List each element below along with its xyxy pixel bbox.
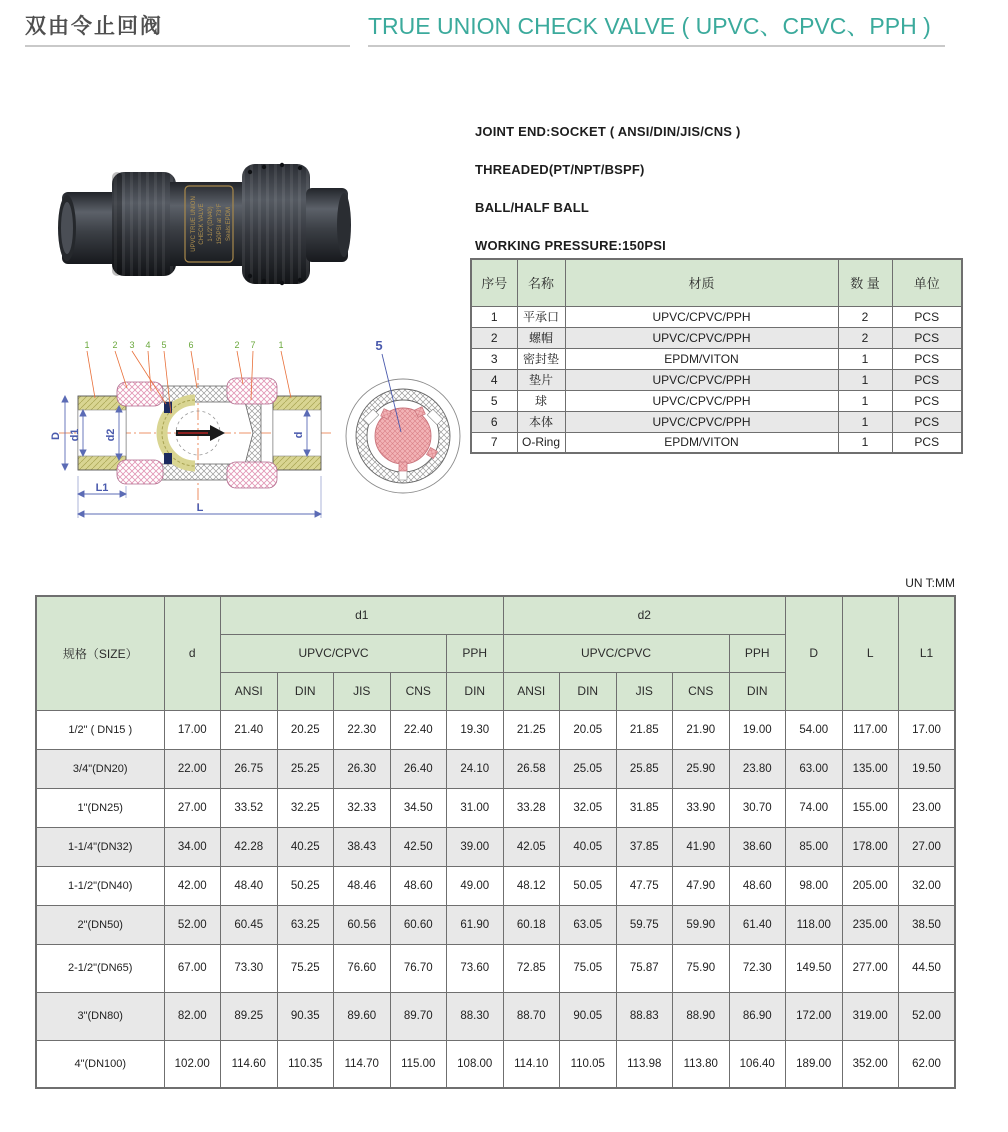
parts-table-row [471,327,962,348]
dimension-cell: 22.00 [164,749,221,788]
dim-table-row [36,866,955,905]
dimension-cell: 22.40 [390,710,447,749]
end-view-callout-number: 5 [375,338,383,353]
valve-photo-left-union-nut [112,172,176,276]
parts-table-row [471,306,962,327]
dimension-cell: 172.00 [786,992,843,1040]
dimension-cell: 48.60 [729,866,786,905]
dimension-cell: 73.30 [221,944,278,992]
parts-table-cell: 2 [838,327,892,348]
dim-table-row [36,992,955,1040]
dimension-cell: 21.90 [673,710,730,749]
dimension-cell: 75.90 [673,944,730,992]
dimension-cell: 63.25 [277,905,334,944]
size-cell: 3"(DN80) [36,992,164,1040]
valve-photo-left-socket [58,192,120,264]
dimension-cell: 113.98 [616,1040,673,1088]
dimension-cell: 25.05 [560,749,617,788]
dimension-cell: 86.90 [729,992,786,1040]
parts-table-row [471,432,962,453]
valve-photo-body [170,182,248,266]
svg-text:d2: d2 [105,428,117,442]
spec-joint-end: JOINT END:SOCKET ( ANSI/DIN/JIS/CNS ) [475,124,741,139]
dimension-cell: 42.00 [164,866,221,905]
dimension-cell: 178.00 [842,827,899,866]
dimension-cell: 89.25 [221,992,278,1040]
dimension-cell: 25.85 [616,749,673,788]
dimension-cell: 114.70 [334,1040,391,1088]
flow-arrow [176,425,225,441]
svg-text:Seals:EPDM: Seals:EPDM [226,206,232,242]
dimension-cell: 23.00 [899,788,956,827]
col-header-cns: CNS [673,672,730,710]
svg-text:2: 2 [234,340,240,350]
parts-table-cell: PCS [892,369,962,390]
dimension-cell: 113.80 [673,1040,730,1088]
right-nut-bottom [227,462,277,488]
svg-text:1-1/2"(DN40): 1-1/2"(DN40) [208,206,214,242]
left-nut-top [117,382,163,406]
dimension-cell: 26.75 [221,749,278,788]
size-cell: 4"(DN100) [36,1040,164,1088]
dimension-cell: 42.28 [221,827,278,866]
dimension-cell: 32.33 [334,788,391,827]
parts-table-row [471,411,962,432]
dim-table-row [36,788,955,827]
svg-text:d1: d1 [69,428,81,442]
dimension-cell: 32.00 [899,866,956,905]
parts-col-header: 数 量 [838,259,892,306]
parts-table-row [471,369,962,390]
dimension-cell: 89.60 [334,992,391,1040]
parts-table-cell: EPDM/VITON [565,348,838,369]
spec-list [475,124,741,276]
dimension-cell: 63.00 [786,749,843,788]
col-header-cns: CNS [390,672,447,710]
svg-text:2: 2 [112,340,118,350]
technical-drawing [45,336,480,528]
dimension-cell: 40.05 [560,827,617,866]
dimension-cell: 47.90 [673,866,730,905]
dimension-cell: 34.50 [390,788,447,827]
dimension-cell: 19.50 [899,749,956,788]
dimension-cell: 90.35 [277,992,334,1040]
col-header-din: DIN [560,672,617,710]
dimension-cell: 75.05 [560,944,617,992]
dimension-cell: 54.00 [786,710,843,749]
dimension-cell: 26.40 [390,749,447,788]
parts-table-cell: 1 [838,411,892,432]
dimension-cell: 34.00 [164,827,221,866]
dim-table-row [36,944,955,992]
dimension-cell: 49.00 [447,866,504,905]
dimension-cell: 88.90 [673,992,730,1040]
dimension-cell: 60.18 [503,905,560,944]
svg-text:1: 1 [278,340,284,350]
dimension-cell: 205.00 [842,866,899,905]
parts-table-cell: UPVC/CPVC/PPH [565,306,838,327]
col-header-upvc-cpvc: UPVC/CPVC [221,634,447,672]
svg-text:UPVC TRUE UNION: UPVC TRUE UNION [191,196,197,252]
dimension-cell: 61.90 [447,905,504,944]
col-header-pph: PPH [729,634,786,672]
parts-table-cell: PCS [892,348,962,369]
dimension-cell: 17.00 [899,710,956,749]
col-header-L1: L1 [899,596,956,710]
size-cell: 1-1/2"(DN40) [36,866,164,905]
dimension-cell: 21.40 [221,710,278,749]
parts-table-cell: 密封垫 [517,348,565,369]
dimension-cell: 48.40 [221,866,278,905]
valve-photo-right-socket [306,188,351,262]
size-cell: 2"(DN50) [36,905,164,944]
parts-table-cell: EPDM/VITON [565,432,838,453]
dimension-cell: 85.00 [786,827,843,866]
dim-header-row-1 [36,596,955,634]
left-nut-bottom [117,460,163,484]
parts-table-cell: UPVC/CPVC/PPH [565,390,838,411]
dimension-cell: 73.60 [447,944,504,992]
dimension-table [35,595,956,1089]
dimension-cell: 21.25 [503,710,560,749]
title-underline-right [368,45,945,47]
parts-table-row [471,390,962,411]
dimension-cell: 20.05 [560,710,617,749]
dimension-cell: 42.05 [503,827,560,866]
col-header-L: L [842,596,899,710]
dimension-cell: 72.30 [729,944,786,992]
parts-table-cell: 1 [838,348,892,369]
dimension-cell: 21.85 [616,710,673,749]
col-header-d2: d2 [503,596,786,634]
dimension-cell: 114.10 [503,1040,560,1088]
dimension-cell: 31.00 [447,788,504,827]
dimension-cell: 25.25 [277,749,334,788]
col-header-upvc-cpvc: UPVC/CPVC [503,634,729,672]
dimension-cell: 32.25 [277,788,334,827]
parts-table-cell: UPVC/CPVC/PPH [565,327,838,348]
parts-table-cell: 垫片 [517,369,565,390]
dimension-cell: 72.85 [503,944,560,992]
callout-numbers [84,340,283,350]
dimension-cell: 39.00 [447,827,504,866]
dimension-cell: 17.00 [164,710,221,749]
parts-table-cell: 1 [838,369,892,390]
dim-table-row [36,827,955,866]
parts-col-header: 单位 [892,259,962,306]
dimension-cell: 32.05 [560,788,617,827]
col-header-ansi: ANSI [221,672,278,710]
end-view [346,338,460,493]
dimension-cell: 33.28 [503,788,560,827]
parts-table-cell: PCS [892,411,962,432]
svg-text:d: d [293,431,305,439]
dimension-cell: 23.80 [729,749,786,788]
dimension-cell: 89.70 [390,992,447,1040]
dimension-cell: 40.25 [277,827,334,866]
dimension-cell: 115.00 [390,1040,447,1088]
parts-table-cell: 2 [838,306,892,327]
parts-table-cell: 3 [471,348,517,369]
dimension-cell: 82.00 [164,992,221,1040]
unit-note: UN T:MM [905,576,955,590]
col-header-din: DIN [729,672,786,710]
dimension-cell: 352.00 [842,1040,899,1088]
dimension-cell: 24.10 [447,749,504,788]
svg-text:3: 3 [129,340,135,350]
dimension-cell: 88.30 [447,992,504,1040]
dimension-cell: 20.25 [277,710,334,749]
parts-table-cell: 1 [838,390,892,411]
dimension-cell: 50.05 [560,866,617,905]
dimension-cell: 60.45 [221,905,278,944]
valve-photo-right-union-nut [242,163,310,285]
parts-table [470,258,963,454]
dimension-cell: 48.12 [503,866,560,905]
dimension-cell: 108.00 [447,1040,504,1088]
parts-col-header: 名称 [517,259,565,306]
dimension-cell: 25.90 [673,749,730,788]
dimension-cell: 102.00 [164,1040,221,1088]
size-cell: 1"(DN25) [36,788,164,827]
dim-table-row [36,710,955,749]
parts-table-cell: 平承口 [517,306,565,327]
parts-table-cell: 7 [471,432,517,453]
parts-table-cell: PCS [892,432,962,453]
col-header-din: DIN [447,672,504,710]
dimension-cell: 50.25 [277,866,334,905]
svg-text:150PSI at 73°F: 150PSI at 73°F [217,203,223,245]
parts-table-cell: O-Ring [517,432,565,453]
dimension-cell: 110.05 [560,1040,617,1088]
dimension-cell: 189.00 [786,1040,843,1088]
dimension-cell: 98.00 [786,866,843,905]
dimension-cell: 76.60 [334,944,391,992]
valve-product-photo [50,112,360,337]
col-header-jis: JIS [616,672,673,710]
dimension-cell: 41.90 [673,827,730,866]
page-title-english: TRUE UNION CHECK VALVE ( UPVC、CPVC、PPH ) [368,13,931,39]
parts-table-cell: 球 [517,390,565,411]
svg-text:D: D [50,432,62,440]
size-cell: 2-1/2"(DN65) [36,944,164,992]
col-header-d: d [164,596,221,710]
dimension-cell: 117.00 [842,710,899,749]
dimension-cell: 22.30 [334,710,391,749]
dimension-cell: 26.30 [334,749,391,788]
svg-text:CHECK VALVE: CHECK VALVE [199,203,205,245]
dimension-cell: 277.00 [842,944,899,992]
dimension-cell: 19.30 [447,710,504,749]
dimension-cell: 149.50 [786,944,843,992]
col-header-ansi: ANSI [503,672,560,710]
dimension-cell: 31.85 [616,788,673,827]
seal-bottom [164,453,172,464]
dimension-cell: 319.00 [842,992,899,1040]
svg-text:L1: L1 [95,482,109,494]
dimension-cell: 76.70 [390,944,447,992]
parts-table-cell: UPVC/CPVC/PPH [565,411,838,432]
parts-table-cell: UPVC/CPVC/PPH [565,369,838,390]
dimension-cell: 114.60 [221,1040,278,1088]
dimension-cell: 155.00 [842,788,899,827]
parts-table-cell: 6 [471,411,517,432]
page-title-chinese: 双由令止回阀 [25,15,163,38]
col-header-pph: PPH [447,634,504,672]
size-cell: 1-1/4"(DN32) [36,827,164,866]
dimension-cell: 118.00 [786,905,843,944]
dimension-cell: 44.50 [899,944,956,992]
dimension-cell: 27.00 [899,827,956,866]
dimension-cell: 110.35 [277,1040,334,1088]
dimension-cell: 106.40 [729,1040,786,1088]
col-header-size: 规格（SIZE） [36,596,164,710]
parts-table-cell: 螺帽 [517,327,565,348]
dimension-cell: 59.75 [616,905,673,944]
svg-text:6: 6 [188,340,194,350]
dimension-cell: 33.52 [221,788,278,827]
dimension-cell: 30.70 [729,788,786,827]
svg-text:4: 4 [145,340,151,350]
col-header-d1: d1 [221,596,504,634]
parts-col-header: 材质 [565,259,838,306]
dimension-cell: 60.56 [334,905,391,944]
dimension-cell: 74.00 [786,788,843,827]
dimension-cell: 38.43 [334,827,391,866]
parts-table-cell: PCS [892,390,962,411]
svg-text:1: 1 [84,340,90,350]
dimension-cell: 26.58 [503,749,560,788]
dimension-cell: 47.75 [616,866,673,905]
dim-table-row [36,905,955,944]
dimension-cell: 48.46 [334,866,391,905]
dim-table-row [36,749,955,788]
dimension-cell: 27.00 [164,788,221,827]
dimension-cell: 67.00 [164,944,221,992]
parts-table-cell: 1 [471,306,517,327]
dim-table-row [36,1040,955,1088]
dimension-cell: 235.00 [842,905,899,944]
dimension-cell: 19.00 [729,710,786,749]
dimension-cell: 42.50 [390,827,447,866]
dimension-cell: 48.60 [390,866,447,905]
svg-text:7: 7 [250,340,256,350]
parts-table-cell: 2 [471,327,517,348]
dimension-cell: 38.50 [899,905,956,944]
dimension-cell: 59.90 [673,905,730,944]
parts-col-header: 序号 [471,259,517,306]
parts-table-row [471,348,962,369]
col-header-D: D [786,596,843,710]
parts-table-cell: PCS [892,327,962,348]
dimension-cell: 52.00 [899,992,956,1040]
col-header-din: DIN [277,672,334,710]
svg-text:5: 5 [161,340,167,350]
size-cell: 1/2" ( DN15 ) [36,710,164,749]
cross-section-view [50,340,333,518]
dimension-cell: 33.90 [673,788,730,827]
parts-table-cell: 1 [838,432,892,453]
dimension-cell: 63.05 [560,905,617,944]
dimension-cell: 88.70 [503,992,560,1040]
spec-ball: BALL/HALF BALL [475,200,589,215]
dimension-cell: 90.05 [560,992,617,1040]
col-header-jis: JIS [334,672,391,710]
dimension-cell: 75.25 [277,944,334,992]
parts-table-cell: 5 [471,390,517,411]
title-underline-left [25,45,350,47]
dimension-cell: 62.00 [899,1040,956,1088]
svg-text:L: L [196,502,204,514]
parts-table-header-row [471,259,962,306]
dimension-cell: 37.85 [616,827,673,866]
dimension-cell: 38.60 [729,827,786,866]
dimension-cell: 60.60 [390,905,447,944]
parts-table-cell: PCS [892,306,962,327]
size-cell: 3/4"(DN20) [36,749,164,788]
parts-table-cell: 本体 [517,411,565,432]
parts-table-cell: 4 [471,369,517,390]
spec-threaded: THREADED(PT/NPT/BSPF) [475,162,645,177]
dimension-cell: 88.83 [616,992,673,1040]
dimension-cell: 61.40 [729,905,786,944]
dimension-cell: 52.00 [164,905,221,944]
dimension-cell: 75.87 [616,944,673,992]
spec-working-pressure: WORKING PRESSURE:150PSI [475,238,666,253]
dimension-cell: 135.00 [842,749,899,788]
